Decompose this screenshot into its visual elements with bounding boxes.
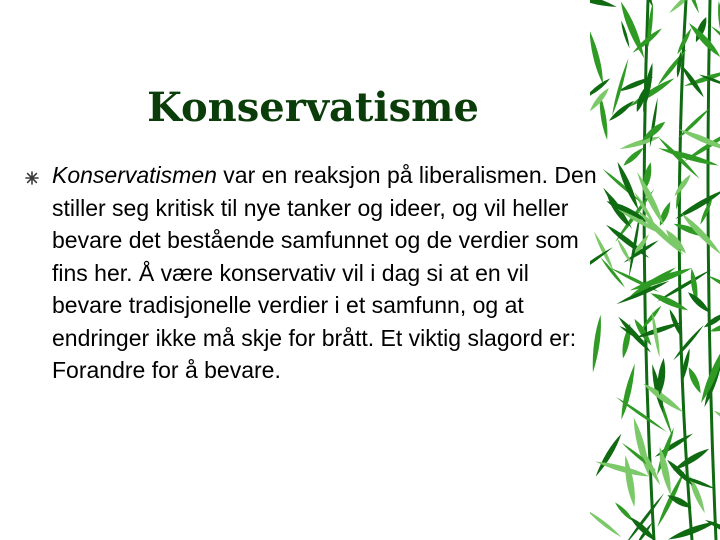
bamboo-leaf bbox=[672, 173, 692, 198]
bamboo-leaf bbox=[686, 366, 704, 395]
bamboo-leaf bbox=[590, 508, 623, 539]
bamboo-leaf bbox=[704, 518, 720, 540]
bamboo-leaf bbox=[657, 145, 719, 168]
bamboo-leaf bbox=[619, 134, 661, 151]
bamboo-leaf bbox=[622, 454, 638, 507]
bamboo-leaf bbox=[599, 256, 626, 288]
bamboo-leaf bbox=[640, 62, 655, 112]
bamboo-leaf bbox=[590, 0, 618, 10]
bamboo-leaves-decoration bbox=[590, 0, 720, 540]
bamboo-leaf bbox=[590, 314, 603, 373]
bamboo-leaf bbox=[607, 99, 635, 123]
bamboo-leaf bbox=[618, 0, 648, 59]
bamboo-leaf bbox=[622, 146, 646, 168]
bamboo-leaf bbox=[593, 432, 623, 478]
bullet-emphasis: Konservatismen bbox=[52, 162, 217, 188]
bamboo-leaf bbox=[590, 29, 606, 84]
bullet-text bbox=[52, 159, 602, 387]
bamboo-leaf bbox=[592, 231, 615, 272]
slide-title: Konservatisme bbox=[147, 84, 479, 131]
bamboo-leaf bbox=[679, 211, 720, 257]
bamboo-leaf bbox=[640, 304, 663, 330]
bullet-body: var en reaksjon på liberalismen. Den stiller seg kritisk til nye tanker og ideer, og vil heller bevare det bestående samfunnet og de verdier som fins her. Å være konservativ vil i dag si at en vil bevare tradisjonelle verdier i et samfunn, og at endringer ikke må skje for brått. Et viktig slagord er: Forandre for å bevare. bbox=[52, 162, 597, 383]
asterisk-bullet-icon bbox=[24, 170, 40, 186]
bamboo-leaf bbox=[713, 409, 720, 430]
